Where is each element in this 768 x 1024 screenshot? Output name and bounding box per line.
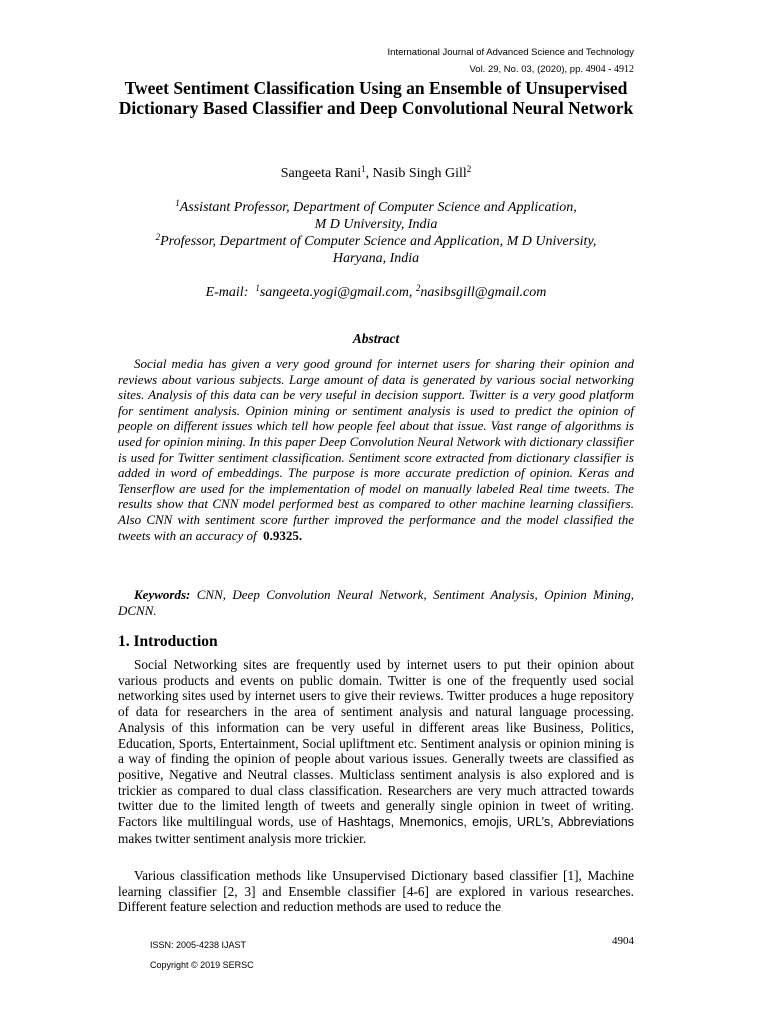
email-2-sup: 2 — [415, 283, 421, 293]
intro-paragraph-1 — [118, 657, 634, 846]
author-1-name: Sangeeta Rani — [280, 166, 362, 181]
abstract-body — [118, 356, 634, 543]
email-1: sangeeta.yogi@gmail.com, — [259, 285, 416, 300]
journal-header — [388, 44, 634, 78]
keywords-label: Keywords: — [134, 587, 191, 602]
keywords-text: CNN, Deep Convolution Neural Network, Sentiment Analysis, Opinion Mining, DCNN. — [118, 587, 634, 618]
email-2: nasibsgill@gmail.com — [420, 285, 547, 300]
author-2-name: Nasib Singh Gill — [372, 166, 467, 181]
abstract-accuracy: 0.9325. — [263, 527, 303, 543]
footer-issn: ISSN: 2005-4238 IJAST — [150, 940, 247, 950]
affiliation-1-line-2: M D University, India — [314, 217, 438, 232]
affiliation-1-text: Assistant Professor, Department of Computer Science and Application, — [179, 200, 577, 215]
abstract-heading: Abstract — [352, 331, 400, 346]
page-range: 4904 - 4912 — [585, 64, 634, 75]
intro-paragraph-2: Various classification methods like Unsupervised Dictionary based classifier [1], Machine learning classifier [2, 3] and Ensemble classifier [4-6] are explored in various researches. Different feature selection and reduction methods are used to reduce the — [118, 868, 634, 915]
intro-p1-text: Social Networking sites are frequently used by internet users to put their opinion about various products and events on public domain. Twitter is one of the frequently used social networking sites used by internet users to give their reviews. Twitter produces a huge repository of data for researchers in the area of sentiment analysis and natural language processing. Analysis of this information can be very useful in different areas like Business, Politics, Education, Sports, Entertainment, Social upliftment etc. Sentiment analysis or opinion mining is a way of finding the opinion of people about various issues. Generally tweets are classified as positive, Negative and Neutral classes. Multiclass sentiment analysis is also explored and is trickier as compared to dual class classification. Researchers are very much attracted towards twitter due to the limited length of tweets and generally single opinion in tweet of writing. Factors like multilingual words, use of — [118, 657, 634, 830]
intro-p1-text-end: makes twitter sentiment analysis more trickier. — [118, 830, 367, 846]
email-1-sup: 1 — [255, 283, 260, 293]
affiliation-2-line-2: Haryana, India — [332, 251, 420, 266]
affiliation-2-text: Professor, Department of Computer Science and Application, M D University, — [160, 234, 597, 249]
affiliation-1-line-1 — [110, 199, 642, 216]
author-separator: , — [365, 166, 373, 181]
intro-p1-sans-text: Hashtags, Mnemonics, emojis, URL’s, Abbreviations — [337, 815, 634, 830]
affiliation-1-sup: 1 — [175, 198, 180, 208]
affiliation-2-line-1 — [110, 233, 642, 250]
journal-name: International Journal of Advanced Science and Technology — [387, 47, 634, 58]
paper-title: Tweet Sentiment Classification Using an Ensemble of Unsupervised Dictionary Based Classifier and Deep Convolutional Neural Network — [118, 78, 634, 118]
author-2-sup: 2 — [466, 164, 472, 174]
author-1-sup: 1 — [361, 164, 366, 174]
email-line — [110, 285, 642, 301]
volume-info: Vol. 29, No. 03, (2020), pp. — [469, 64, 584, 75]
page-number: 4904 — [612, 935, 634, 947]
affiliation-2-sup: 2 — [155, 232, 161, 242]
section-heading-introduction: 1. Introduction — [118, 633, 218, 650]
keywords — [118, 587, 634, 618]
journal-volume — [388, 61, 634, 78]
footer-copyright: Copyright © 2019 SERSC — [150, 960, 254, 970]
email-label: E-mail: — [205, 285, 249, 300]
abstract-text: Social media has given a very good ground for internet users for sharing their opinion and reviews about various subjects. Large amount of data is generated by various social networking sites. Analysis of this data can be very useful in decision support. Twitter is a very good platform for sentiment analysis. Opinion mining or sentiment analysis is used to predict the opinion of people on different issues which tell how people feel about that issue. Vast range of algorithms is used for opinion mining. In this paper Deep Convolution Neural Network with dictionary classifier is used for Twitter sentiment classification. Sentiment score extracted from dictionary classifier is added in word of embeddings. The purpose is more accurate prediction of opinion. Keras and Tenserflow are used for the implementation of model on manually labeled Real time tweets. The results show that CNN model performed best as compared to other machine learning classifiers. Also CNN with sentiment score further improved the performance and the model classified the tweets with an accuracy of — [118, 356, 634, 543]
affiliations — [110, 199, 642, 267]
authors — [110, 166, 642, 182]
